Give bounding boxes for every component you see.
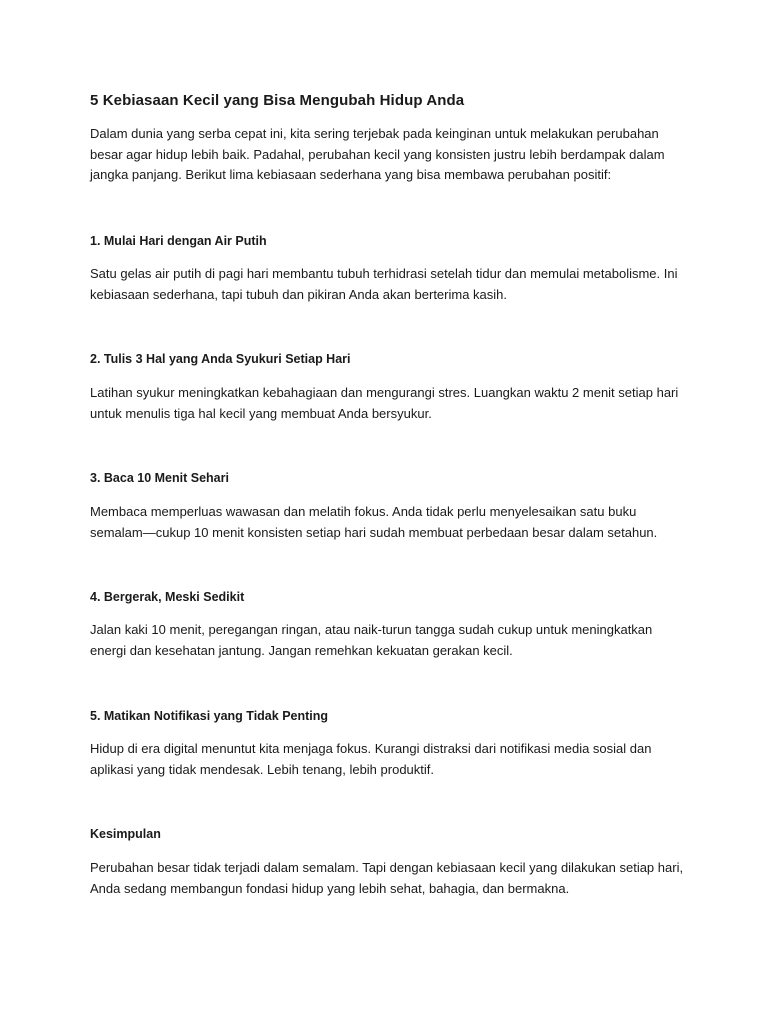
section-5-heading: 5. Matikan Notifikasi yang Tidak Penting	[90, 709, 329, 723]
section-4-body: Jalan kaki 10 menit, peregangan ringan, atau naik-turun tangga sudah cukup untuk meningkatkan energi dan kesehatan jantung. Jangan remehkan kekuatan gerakan kecil.	[90, 622, 653, 658]
intro-paragraph: Dalam dunia yang serba cepat ini, kita sering terjebak pada keinginan untuk melakukan perubahan besar agar hidup lebih baik. Padahal, perubahan kecil yang konsisten justru lebih berdampak dalam jangka panjang. Berikut lima kebiasaan sederhana yang bisa membawa perubahan positif:	[90, 126, 665, 182]
section-3-heading: 3. Baca 10 Menit Sehari	[90, 471, 229, 485]
section-1-body: Satu gelas air putih di pagi hari membantu tubuh terhidrasi setelah tidur dan memulai metabolisme. Ini kebiasaan sederhana, tapi tubuh dan pikiran Anda akan berterima kasih.	[90, 266, 678, 302]
section-5-body: Hidup di era digital menuntut kita menjaga fokus. Kurangi distraksi dari notifikasi media sosial dan aplikasi yang tidak mendesak. Lebih tenang, lebih produktif.	[90, 741, 652, 777]
section-4-heading: 4. Bergerak, Meski Sedikit	[90, 590, 245, 604]
section-1-heading: 1. Mulai Hari dengan Air Putih	[90, 234, 267, 248]
conclusion-heading: Kesimpulan	[90, 827, 161, 841]
section-2-heading: 2. Tulis 3 Hal yang Anda Syukuri Setiap Hari	[90, 352, 351, 366]
conclusion-body: Perubahan besar tidak terjadi dalam semalam. Tapi dengan kebiasaan kecil yang dilakukan setiap hari, Anda sedang membangun fondasi hidup yang lebih sehat, bahagia, dan bermakna.	[90, 860, 684, 896]
section-3-body: Membaca memperluas wawasan dan melatih fokus. Anda tidak perlu menyelesaikan satu buku semalam—cukup 10 menit konsisten setiap hari sudah membuat perbedaan besar dalam setahun.	[90, 504, 658, 540]
section-2-body: Latihan syukur meningkatkan kebahagiaan dan mengurangi stres. Luangkan waktu 2 menit setiap hari untuk menulis tiga hal kecil yang membuat Anda bersyukur.	[90, 385, 679, 421]
document-title: 5 Kebiasaan Kecil yang Bisa Mengubah Hidup Anda	[90, 92, 465, 109]
